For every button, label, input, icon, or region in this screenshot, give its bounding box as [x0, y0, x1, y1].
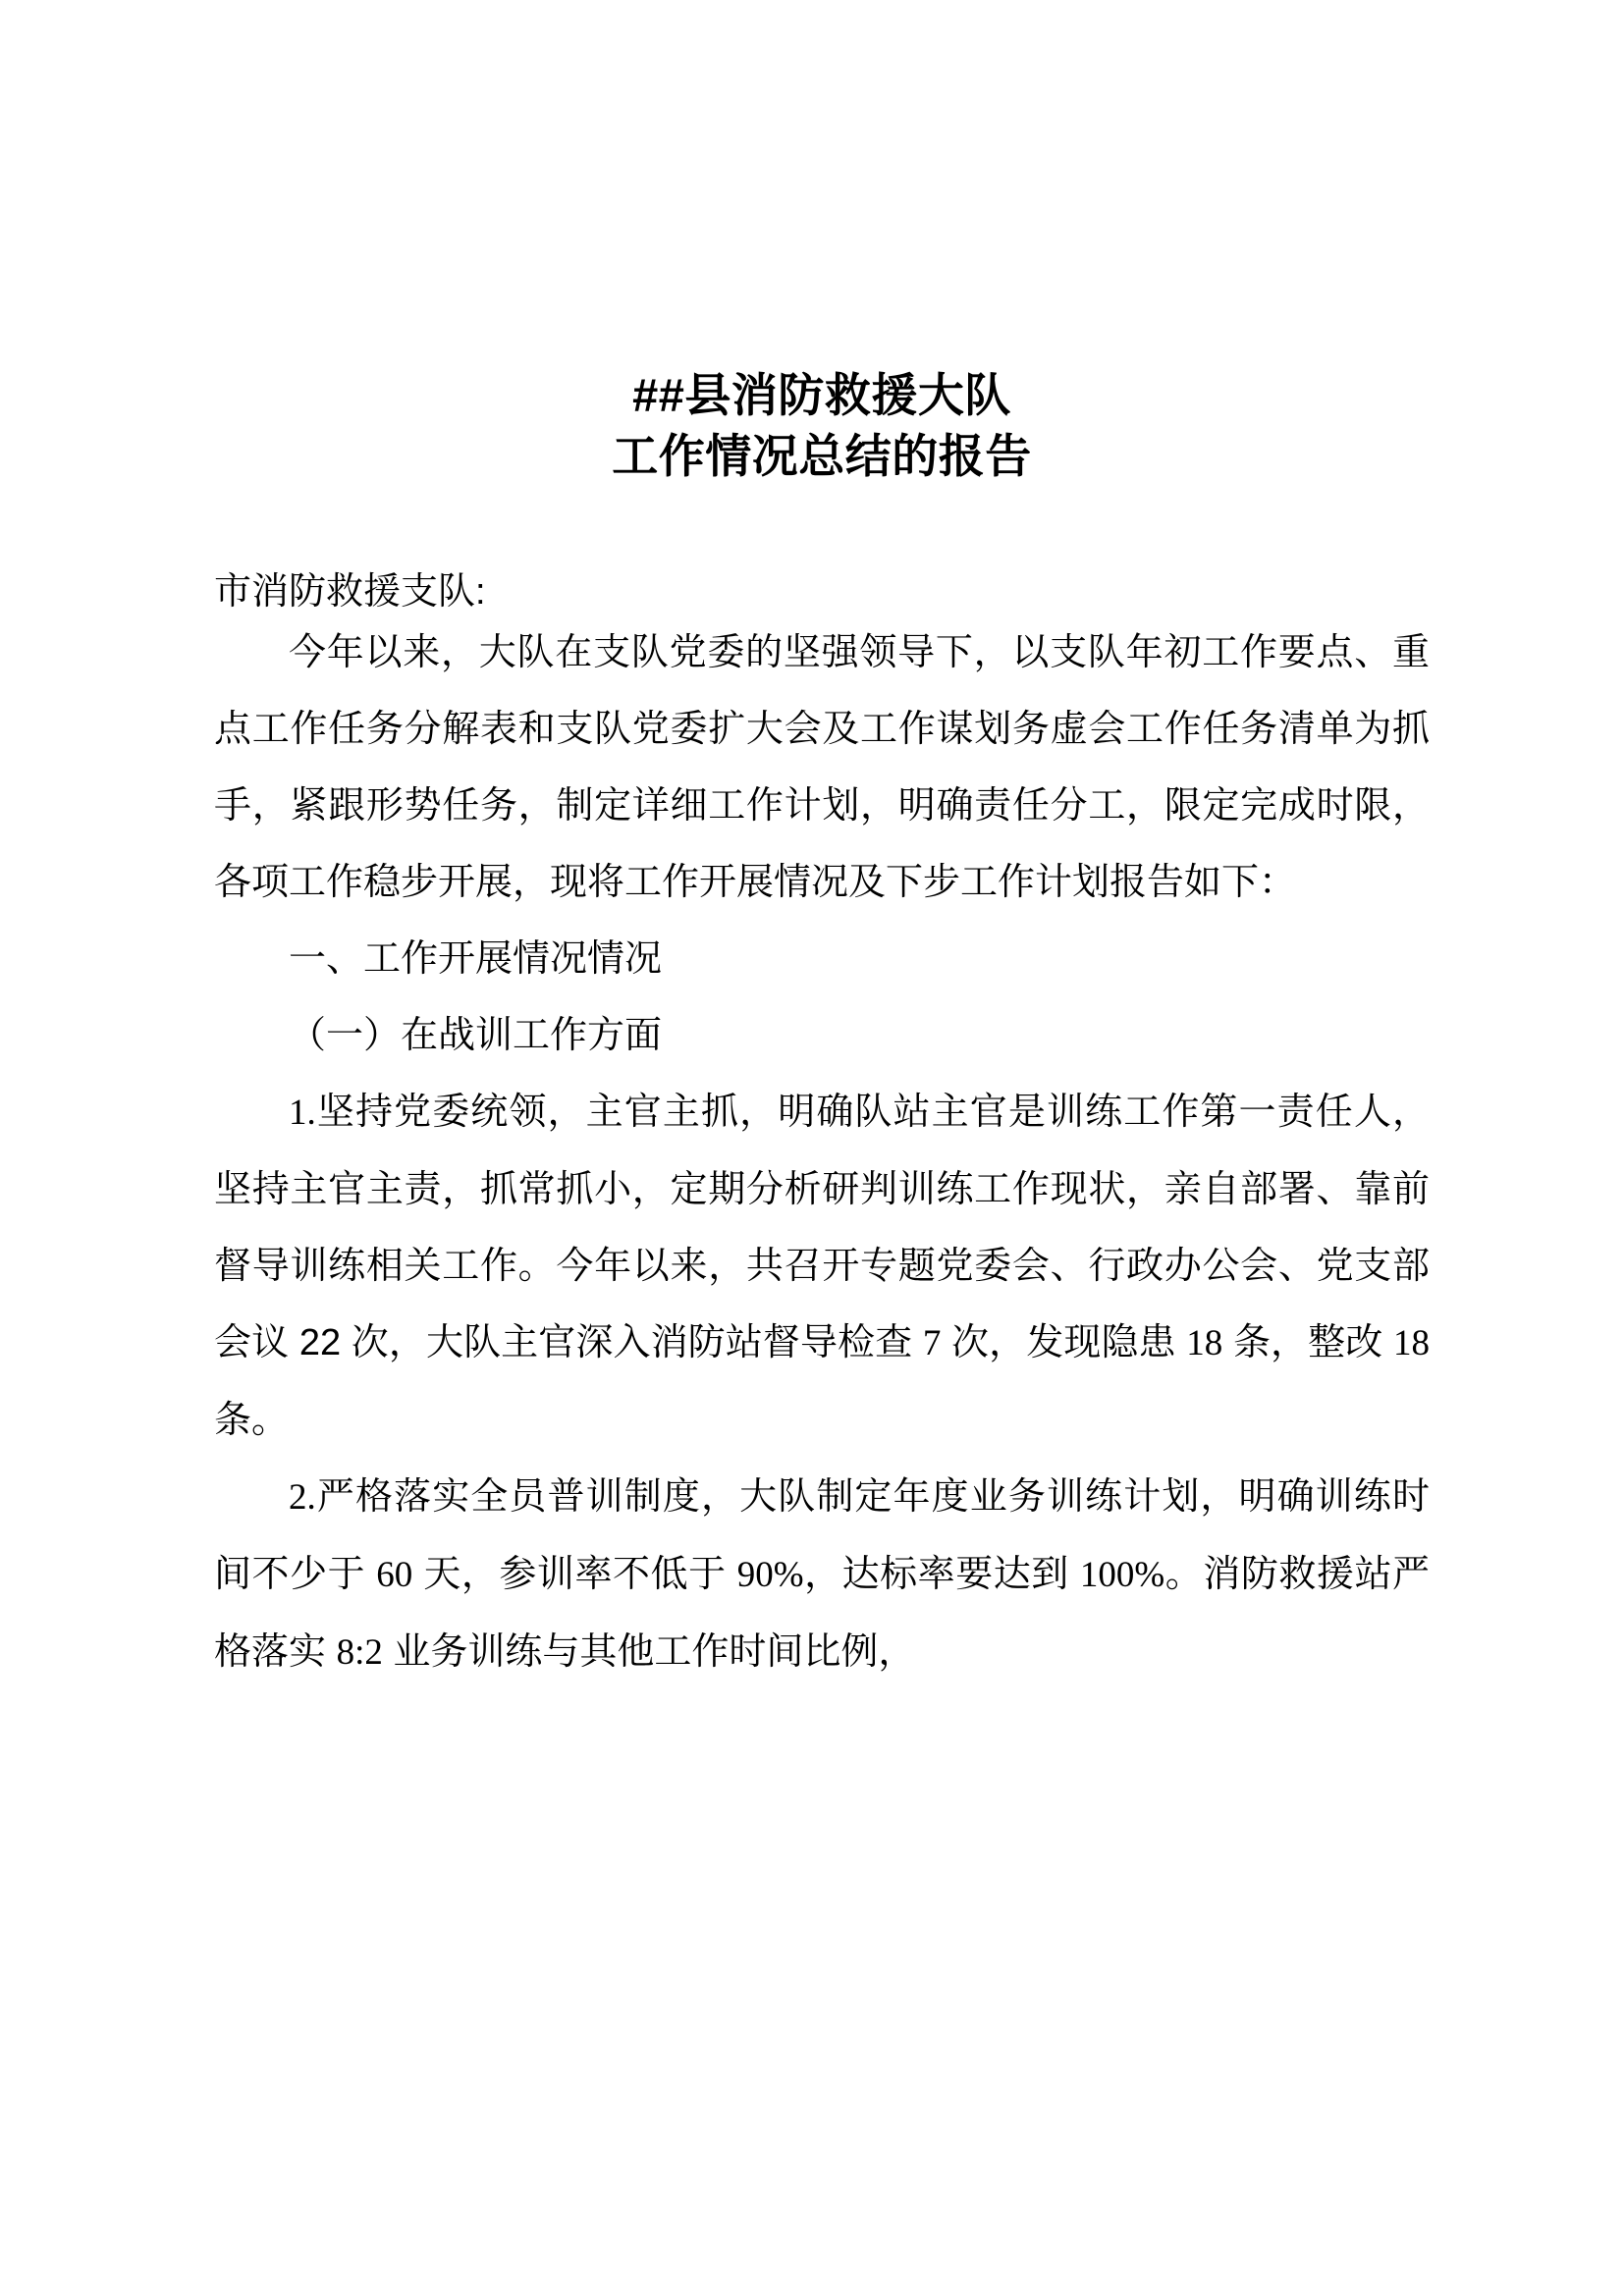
section-heading-1: [214, 921, 1430, 997]
subsection-heading-1-1-text: （一）在战训工作方面: [289, 1015, 663, 1056]
title-line-2: 工作情况总结的报告: [612, 430, 1032, 482]
intro-paragraph: [214, 614, 1430, 921]
page-content: [214, 0, 1440, 1691]
numeric-value: 18: [1186, 1323, 1223, 1363]
paragraph-text: 严格落实全员普训制度，大队制定年度业务训练计划，明确训练时间不少于: [214, 1476, 1430, 1595]
paragraph-text: 业务训练与其他工作时间比例，: [382, 1631, 916, 1673]
numeric-value: 100%: [1079, 1555, 1165, 1595]
paragraph-text: 条。: [214, 1322, 1440, 1441]
numeric-value: 60: [376, 1555, 413, 1595]
paragraph-text: 次，发现隐患: [941, 1322, 1187, 1363]
paragraph-text: 。消防救援站严格落实: [214, 1554, 1430, 1673]
numeric-value: 90%: [736, 1555, 804, 1595]
numeric-value: 8:2: [336, 1632, 383, 1673]
title-line-1: ##县消防救援大队: [632, 369, 1011, 421]
document-title: [214, 365, 1430, 487]
list-item-marker: 1.: [289, 1093, 316, 1133]
numeric-value: 7: [922, 1323, 942, 1363]
intro-paragraph-text: 今年以来，大队在支队党委的坚强领导下，以支队年初工作要点、重点工作任务分解表和支队党委扩大会及工作谋划务虚会工作任务清单为抓手，紧跟形势任务，制定详细工作计划，明确责任分工，限定完成时限，各项工作稳步开展，现将工作开展情况及下步工作计划报告如下：: [214, 632, 1430, 903]
subsection-heading-1-1: [214, 997, 1430, 1074]
salutation: 市消防救援支队:: [214, 571, 486, 613]
section-heading-1-text: 一、工作开展情况情况: [289, 938, 663, 980]
numeric-value: 22: [298, 1322, 342, 1363]
list-item-marker: 2.: [289, 1477, 316, 1518]
paragraph-text: 次，大队主官深入消防站督导检查: [341, 1322, 923, 1363]
list-item-2: [214, 1459, 1430, 1691]
numeric-value: 18: [1393, 1323, 1430, 1363]
list-item-1: [214, 1074, 1440, 1459]
paragraph-text: 坚持党委统领，主官主抓，明确队站主官是训练工作第一责任人，坚持主官主责，抓常抓小，定期分析研判训练工作现状，亲自部署、靠前督导训练相关工作。今年以来，共召开专题党委会、行政办公会、党支部会议: [214, 1092, 1430, 1363]
paragraph-text: ，达标率要达到: [803, 1554, 1080, 1595]
paragraph-text: 条，整改: [1222, 1322, 1393, 1363]
paragraph-text: 天，参训率不低于: [412, 1554, 737, 1595]
